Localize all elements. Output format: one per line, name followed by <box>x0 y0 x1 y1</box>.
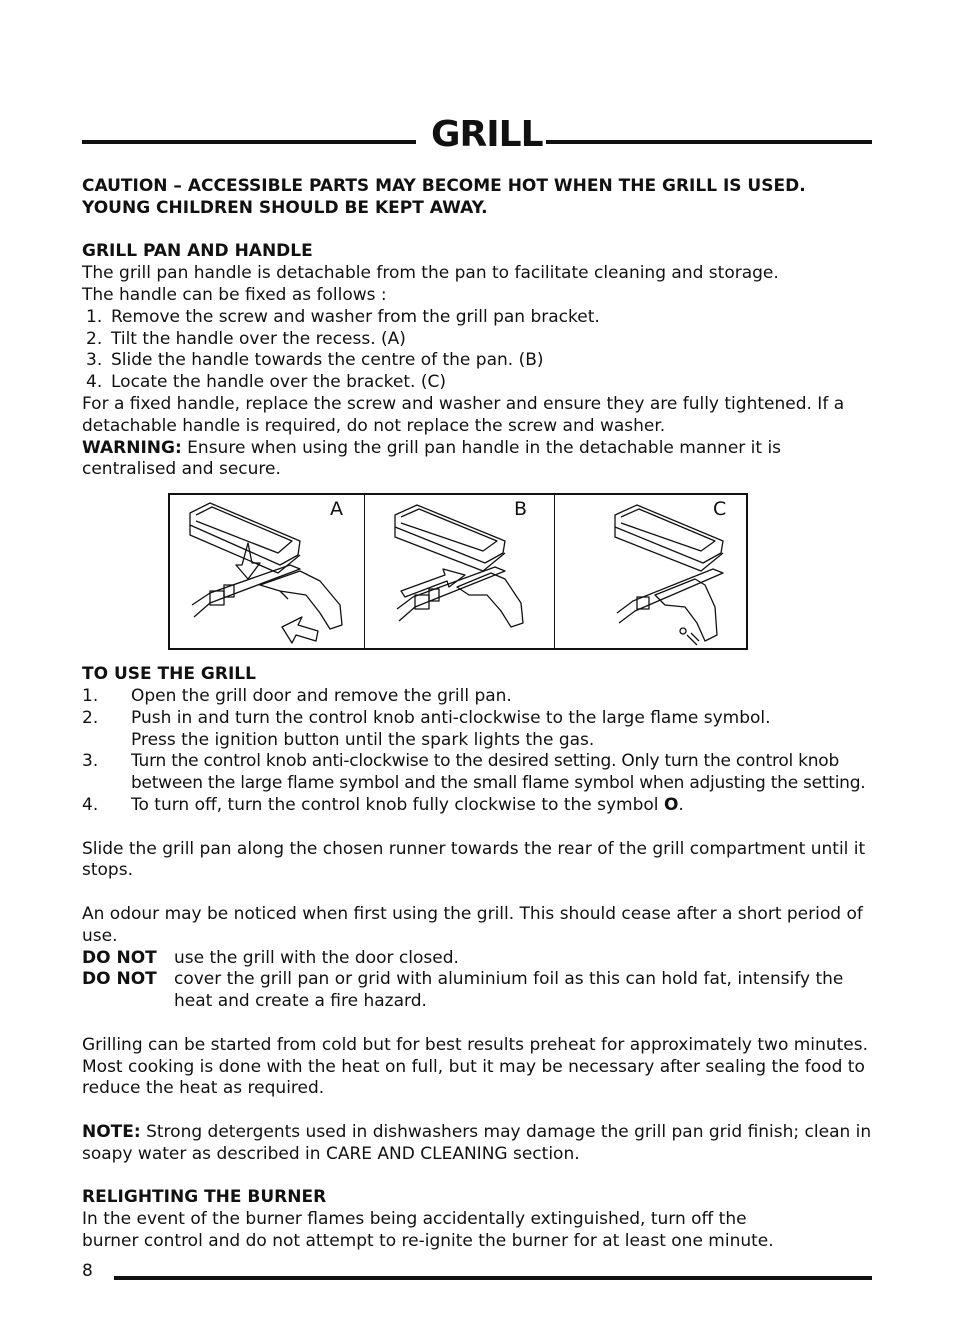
page-number: 8 <box>82 1261 93 1281</box>
figure-panel-b <box>364 495 554 648</box>
warning-label: WARNING: <box>82 437 182 458</box>
caution-text: CAUTION – ACCESSIBLE PARTS MAY BECOME HOT WHEN THE GRILL IS USED. YOUNG CHILDREN SHOULD BE KEPT AWAY. <box>82 176 806 218</box>
title-row <box>82 112 872 158</box>
note-text: NOTE: Strong detergents used in dishwashers may damage the grill pan grid finish; clean in soapy water as described in CARE AND CLEANING section. <box>82 1121 872 1164</box>
figure-label-a: A <box>330 498 343 521</box>
figure-panel-c <box>554 495 746 648</box>
do-not-item: DO NOT use the grill with the door closed. <box>82 947 459 968</box>
relight-line-2: burner control and do not attempt to re-ignite the burner for at least one minute. <box>82 1230 774 1251</box>
page-footer <box>82 1260 872 1284</box>
figure-label-b: B <box>514 498 528 521</box>
warning-text: WARNING: Ensure when using the grill pan handle in the detachable manner it is centralised and secure. <box>82 437 782 480</box>
pan-step: 4. Locate the handle over the bracket. (C) <box>86 372 446 393</box>
pan-step: 2. Tilt the handle over the recess. (A) <box>86 328 406 349</box>
pan-step: 1. Remove the screw and washer from the grill pan bracket. <box>86 306 600 327</box>
page-title: GRILL <box>431 114 543 155</box>
note-label: NOTE: <box>82 1121 141 1142</box>
handle-illustration-a <box>170 495 364 648</box>
off-symbol: O <box>663 794 679 815</box>
use-heading: TO USE THE GRILL <box>82 664 256 685</box>
pan-heading: GRILL PAN AND HANDLE <box>82 241 313 262</box>
relight-heading: RELIGHTING THE BURNER <box>82 1187 327 1208</box>
page-content <box>82 176 872 1253</box>
use-step: 3. Turn the control knob anti-clockwise to the desired setting. Only turn the control knob between the large flame symbol and the small flame symbol when adjusting the setting. <box>82 751 866 794</box>
preheat-text: Grilling can be started from cold but for best results preheat for approximately two minutes. Most cooking is done with the heat on full, but it may be necessary after sealing the food to reduce the heat as required. <box>82 1034 868 1099</box>
title-rule-left <box>82 140 416 144</box>
pan-intro-2: The handle can be fixed as follows : <box>82 284 387 305</box>
figure-panel-a <box>170 495 364 648</box>
use-step: 4. To turn off, turn the control knob fully clockwise to the symbol O. <box>82 794 684 815</box>
handle-figure <box>168 493 748 650</box>
do-not-item: DO NOT cover the grill pan or grid with aluminium foil as this can hold fat, intensify the heat and create a fire hazard. <box>82 969 844 1012</box>
title-rule-right <box>546 140 872 144</box>
figure-label-c: C <box>713 498 727 521</box>
fixed-handle-text: For a fixed handle, replace the screw and washer and ensure they are fully tightened. If a detachable handle is required, do not replace the screw and washer. <box>82 393 845 436</box>
odour-text: An odour may be noticed when first using the grill. This should cease after a short period of use. <box>82 903 863 946</box>
relight-line-1: In the event of the burner flames being accidentally extinguished, turn off the <box>82 1209 747 1230</box>
pan-step: 3. Slide the handle towards the centre of the pan. (B) <box>86 350 544 371</box>
handle-illustration-c <box>555 495 747 648</box>
footer-rule <box>114 1276 872 1280</box>
slide-text: Slide the grill pan along the chosen runner towards the rear of the grill compartment until it stops. <box>82 838 866 881</box>
handle-illustration-b <box>365 495 555 648</box>
use-step: 2. Push in and turn the control knob anti-clockwise to the large flame symbol. Press the ignition button until the spark lights the gas. <box>82 707 771 750</box>
pan-intro-1: The grill pan handle is detachable from the pan to facilitate cleaning and storage. <box>82 263 779 284</box>
use-step: 1. Open the grill door and remove the grill pan. <box>82 685 512 706</box>
